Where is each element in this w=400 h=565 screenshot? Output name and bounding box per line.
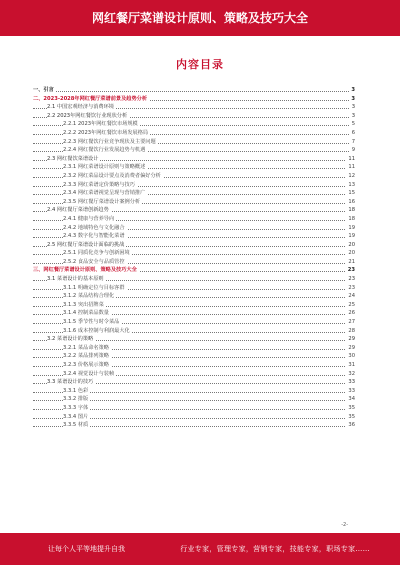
toc-entry[interactable] [33, 103, 355, 112]
document-header-banner [0, 0, 400, 36]
toc-entry-label: 3.3 菜谱设计的技巧 [47, 379, 94, 386]
toc-entry-page: 9 [351, 147, 355, 154]
toc-entry-page: 34 [348, 396, 355, 403]
toc-entry-page: 26 [348, 310, 355, 317]
toc-entry-label: 2.2.1 2023年网红餐饮市场规模 [63, 121, 138, 128]
toc-entry-page: 5 [351, 121, 355, 128]
toc-entry-label: 2.3.3 网红菜谱定价策略与技巧 [63, 181, 135, 188]
toc-entry-page: 16 [348, 198, 355, 205]
toc-entry-label: 3.1 菜谱设计的基本原则 [47, 276, 104, 283]
toc-entry-page: 11 [348, 155, 355, 162]
toc-entry-page: 29 [348, 344, 355, 351]
table-of-contents [33, 86, 355, 430]
toc-entry-page: 18 [348, 207, 355, 214]
toc-entry[interactable] [33, 129, 355, 138]
toc-entry[interactable] [33, 327, 355, 336]
toc-entry-label: 3.2.3 价格展示策略 [63, 362, 109, 368]
toc-entry-label: 2.2.4 网红餐饮行业发展趋势与机遇 [63, 147, 146, 154]
toc-entry[interactable] [33, 275, 355, 284]
toc-entry-page: 6 [351, 129, 355, 136]
toc-entry-label: 2.3.5 网红餐厅菜谱设计案例分析 [63, 198, 141, 205]
toc-entry-page: 33 [348, 379, 355, 386]
toc-entry-label: 2.2.2 2023年网红餐饮市场发展格局 [63, 129, 149, 136]
toc-entry[interactable] [33, 361, 355, 370]
toc-heading: 内容目录 [176, 58, 224, 71]
toc-entry-label: 3.1.3 突出招牌菜 [63, 301, 104, 308]
toc-entry-label: 3.1.4 控制菜品数量 [63, 310, 109, 317]
toc-entry-page: 27 [348, 319, 355, 326]
document-footer-banner [0, 533, 400, 565]
toc-entry-page: 18 [348, 215, 355, 222]
toc-entry-page: 36 [348, 422, 355, 429]
toc-entry[interactable] [33, 249, 355, 258]
toc-entry-label: 二、2023-2028年网红餐厅菜谱前景及趋势分析 [33, 95, 148, 102]
toc-entry[interactable] [33, 395, 355, 404]
toc-entry-label: 2.4 网红餐厅菜谱创新趋势 [47, 207, 109, 214]
toc-entry[interactable] [33, 155, 355, 164]
toc-entry-page: 30 [348, 353, 355, 360]
toc-entry[interactable] [33, 370, 355, 379]
toc-entry[interactable] [33, 86, 355, 95]
toc-entry[interactable] [33, 206, 355, 215]
toc-entry[interactable] [33, 335, 355, 344]
toc-entry-label: 3.2.4 视觉设计与装帧 [63, 370, 115, 377]
toc-entry-label: 2.4.1 健康与营养导向 [63, 215, 115, 222]
toc-entry-page: 3 [351, 87, 355, 93]
toc-entry-label: 3.2.1 菜品命名策略 [63, 344, 109, 351]
dot-leader [33, 91, 349, 92]
toc-entry-label: 3.3.5 材质 [63, 422, 89, 429]
toc-entry-label: 2.4.3 数字化与智能化菜谱 [63, 233, 125, 240]
toc-entry-label: 2.3.1 网红菜谱设计原则与策略概述 [63, 164, 146, 171]
toc-entry[interactable] [33, 344, 355, 353]
toc-entry[interactable] [33, 146, 355, 155]
toc-entry-label: 2.5.1 同质化竞争与创新困境 [63, 250, 130, 257]
toc-entry-label: 3.3.2 排版 [63, 396, 89, 403]
toc-entry[interactable] [33, 215, 355, 224]
toc-entry-label: 2.5.2 食品安全与品质管控 [63, 258, 125, 265]
toc-entry[interactable] [33, 421, 355, 430]
toc-entry-page: 23 [348, 276, 355, 283]
toc-entry[interactable] [33, 413, 355, 422]
toc-entry-page: 23 [347, 267, 355, 274]
toc-entry-page: 12 [348, 172, 355, 179]
toc-entry[interactable] [33, 404, 355, 413]
toc-entry-label: 3.1.5 季节性与时令菜品 [63, 319, 120, 326]
toc-entry-page: 21 [348, 258, 355, 265]
toc-entry-page: 28 [348, 327, 355, 334]
toc-entry[interactable] [33, 241, 355, 250]
toc-entry-page: 7 [351, 138, 355, 145]
toc-entry-label: 三、网红餐厅菜谱设计原则、策略及技巧大全 [33, 267, 137, 274]
document-title: 网红餐厅菜谱设计原则、策略及技巧大全 [91, 11, 308, 25]
toc-entry-label: 2.2.3 网红餐饮行业竞争现状及主要问题 [63, 138, 156, 145]
toc-entry-page: 25 [348, 301, 355, 308]
toc-entry[interactable] [33, 266, 355, 275]
toc-entry-page: 35 [348, 413, 355, 420]
toc-entry-page: 20 [348, 250, 355, 257]
toc-entry[interactable] [33, 181, 355, 190]
toc-entry-label: 一、引言 [33, 87, 54, 93]
toc-entry[interactable] [33, 318, 355, 327]
toc-entry[interactable] [33, 112, 355, 121]
toc-entry-page: 15 [348, 190, 355, 197]
toc-entry[interactable] [33, 387, 355, 396]
toc-entry-page: 19 [348, 233, 355, 240]
toc-entry-label: 3.1.1 明确定位与目标客群 [63, 284, 125, 291]
toc-entry-page: 11 [348, 164, 355, 171]
toc-entry-label: 3.2.2 菜品排列策略 [63, 353, 109, 360]
toc-entry[interactable] [33, 163, 355, 172]
toc-entry-label: 3.3.1 色彩 [63, 387, 89, 394]
toc-entry[interactable] [33, 189, 355, 198]
toc-entry-page: 24 [348, 293, 355, 300]
toc-entry-label: 2.3.4 网红菜谱视觉呈现与营销推广 [63, 190, 146, 197]
toc-entry-page: 13 [348, 181, 355, 188]
toc-entry-label: 3.3.3 字体 [63, 404, 89, 411]
toc-entry-page: 23 [348, 284, 355, 291]
toc-entry-label: 3.2 菜谱设计的策略 [47, 336, 94, 343]
toc-entry-page: 32 [348, 370, 355, 377]
toc-entry-page: 3 [351, 112, 355, 119]
toc-entry-label: 2.1 中国宏观经济与消费环境 [47, 104, 114, 111]
toc-entry-page: 19 [348, 224, 355, 231]
footer-expert-list: 行业专家，管理专家，营销专家，技能专家，职场专家…… [180, 545, 370, 553]
toc-entry-label: 2.4.2 地域特色与文化融合 [63, 224, 125, 231]
toc-entry-label: 2.3 网红餐饮菜谱设计 [47, 155, 99, 162]
toc-entry[interactable] [33, 95, 355, 104]
toc-entry-page: 20 [348, 241, 355, 248]
toc-entry-label: 2.5 网红餐厅菜谱设计面临的挑战 [47, 241, 125, 248]
toc-entry-label: 2.2 2023年网红餐饮行业现状分析 [47, 112, 128, 119]
toc-entry-page: 35 [348, 404, 355, 411]
toc-entry[interactable] [33, 198, 355, 207]
toc-entry[interactable] [33, 172, 355, 181]
toc-entry[interactable] [33, 352, 355, 361]
toc-entry[interactable] [33, 284, 355, 293]
toc-entry-label: 3.1.6 成本控制与利润最大化 [63, 327, 130, 334]
toc-entry-label: 2.3.2 网红菜品设计要点及消费者偏好分析 [63, 172, 161, 179]
page-number: -2- [341, 522, 348, 528]
toc-entry[interactable] [33, 301, 355, 310]
toc-entry[interactable] [33, 224, 355, 233]
toc-entry-label: 3.1.2 菜品结构合理化 [63, 293, 115, 300]
toc-entry-page: 33 [348, 387, 355, 394]
toc-entry[interactable] [33, 292, 355, 301]
toc-entry[interactable] [33, 309, 355, 318]
toc-entry[interactable] [33, 378, 355, 387]
toc-entry-label: 3.3.4 图片 [63, 413, 89, 420]
toc-entry-page: 31 [348, 362, 355, 368]
toc-entry[interactable] [33, 120, 355, 129]
toc-entry[interactable] [33, 138, 355, 147]
toc-entry[interactable] [33, 258, 355, 267]
toc-entry[interactable] [33, 232, 355, 241]
footer-slogan: 让每个人平等地提升自我 [48, 545, 125, 553]
toc-entry-page: 3 [351, 95, 355, 102]
toc-entry-page: 29 [348, 336, 355, 343]
toc-entry-page: 3 [351, 104, 355, 111]
